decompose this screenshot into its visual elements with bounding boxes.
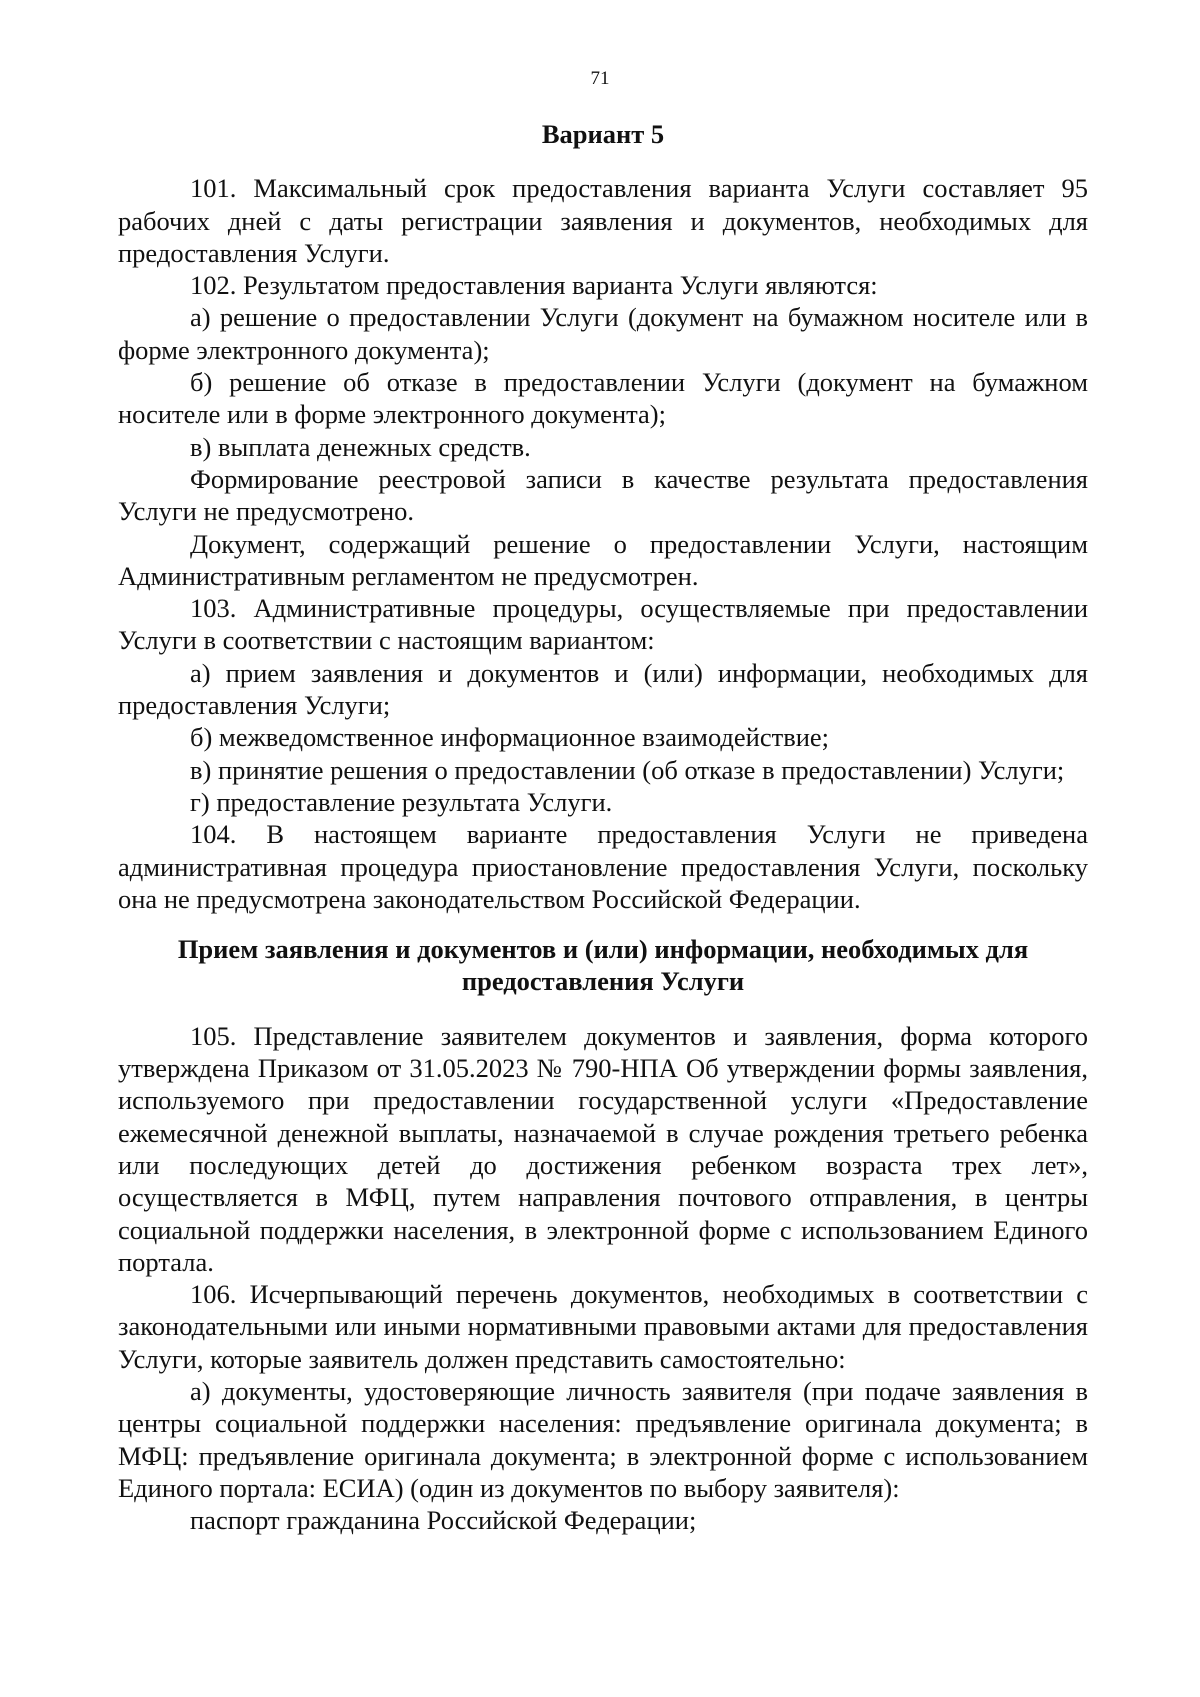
document-body <box>118 118 1088 1536</box>
paragraph-103-g: г) предоставление результата Услуги. <box>190 786 613 817</box>
paragraph-decision-document: Документ, содержащий решение о предоставлении Услуги, настоящим Административным регламентом не предусмотрен. <box>118 528 1088 591</box>
paragraph-106: 106. Исчерпывающий перечень документов, необходимых в соответствии с законодательными или иными нормативными правовыми актами для предоставления Услуги, которые заявитель должен представить самостоятельно: <box>118 1279 1088 1374</box>
paragraph-102-v: в) выплата денежных средств. <box>190 431 531 462</box>
paragraph-104: 104. В настоящем варианте предоставления Услуги не приведена административная процедура приостановление предоставления Услуги, поскольку она не предусмотрена законодательством Российской Федерации. <box>118 819 1088 914</box>
paragraph-105: 105. Представление заявителем документов и заявления, форма которого утверждена Приказом от 31.05.2023 № 790-НПА Об утверждении формы заявления, используемого при предоставлении государственной услуги «Предоставление ежемесячной денежной выплаты, назначаемой в случае рождения третьего ребенка или последующих детей до достижения ребенком возраста трех лет», осуществляется в МФЦ, путем направления почтового отправления, в центры социальной поддержки населения, в электронной форме с использованием Единого портала. <box>118 1020 1088 1277</box>
variant-heading: Вариант 5 <box>541 119 665 149</box>
paragraph-106-a: а) документы, удостоверяющие личность заявителя (при подаче заявления в центры социальной поддержки населения: предъявление оригинала документа; в МФЦ: предъявление оригинала документа; в электронной форме с использованием Единого портала: ЕСИА) (один из документов по выбору заявителя): <box>118 1375 1088 1503</box>
page-number: 71 <box>590 68 610 89</box>
variant-paragraphs <box>118 172 1088 915</box>
paragraph-102-a: а) решение о предоставлении Услуги (документ на бумажном носителе или в форме электронного документа); <box>118 302 1088 365</box>
paragraph-passport: паспорт гражданина Российской Федерации; <box>190 1505 697 1536</box>
paragraph-103-a: а) прием заявления и документов и (или) информации, необходимых для предоставления Услуги; <box>118 657 1088 721</box>
paragraph-103: 103. Административные процедуры, осуществляемые при предоставлении Услуги в соответствии с настоящим вариантом: <box>118 593 1088 656</box>
paragraph-101: 101. Максимальный срок предоставления варианта Услуги составляет 95 рабочих дней с даты регистрации заявления и документов, необходимых для предоставления Услуги. <box>118 173 1088 268</box>
paragraph-103-v: в) принятие решения о предоставлении (об отказе в предоставлении) Услуги; <box>190 754 1065 785</box>
paragraph-102-b: б) решение об отказе в предоставлении Услуги (документ на бумажном носителе или в форме электронного документа); <box>118 367 1088 430</box>
paragraph-103-b: б) межведомственное информационное взаимодействие; <box>190 722 830 753</box>
paragraph-registry-record: Формирование реестровой записи в качестве результата предоставления Услуги не предусмотрено. <box>118 463 1088 527</box>
section-paragraphs <box>118 1020 1088 1537</box>
section-heading: Прием заявления и документов и (или) информации, необходимых для предоставления Услуги <box>177 934 1029 997</box>
paragraph-102: 102. Результатом предоставления варианта Услуги являются: <box>190 270 878 301</box>
